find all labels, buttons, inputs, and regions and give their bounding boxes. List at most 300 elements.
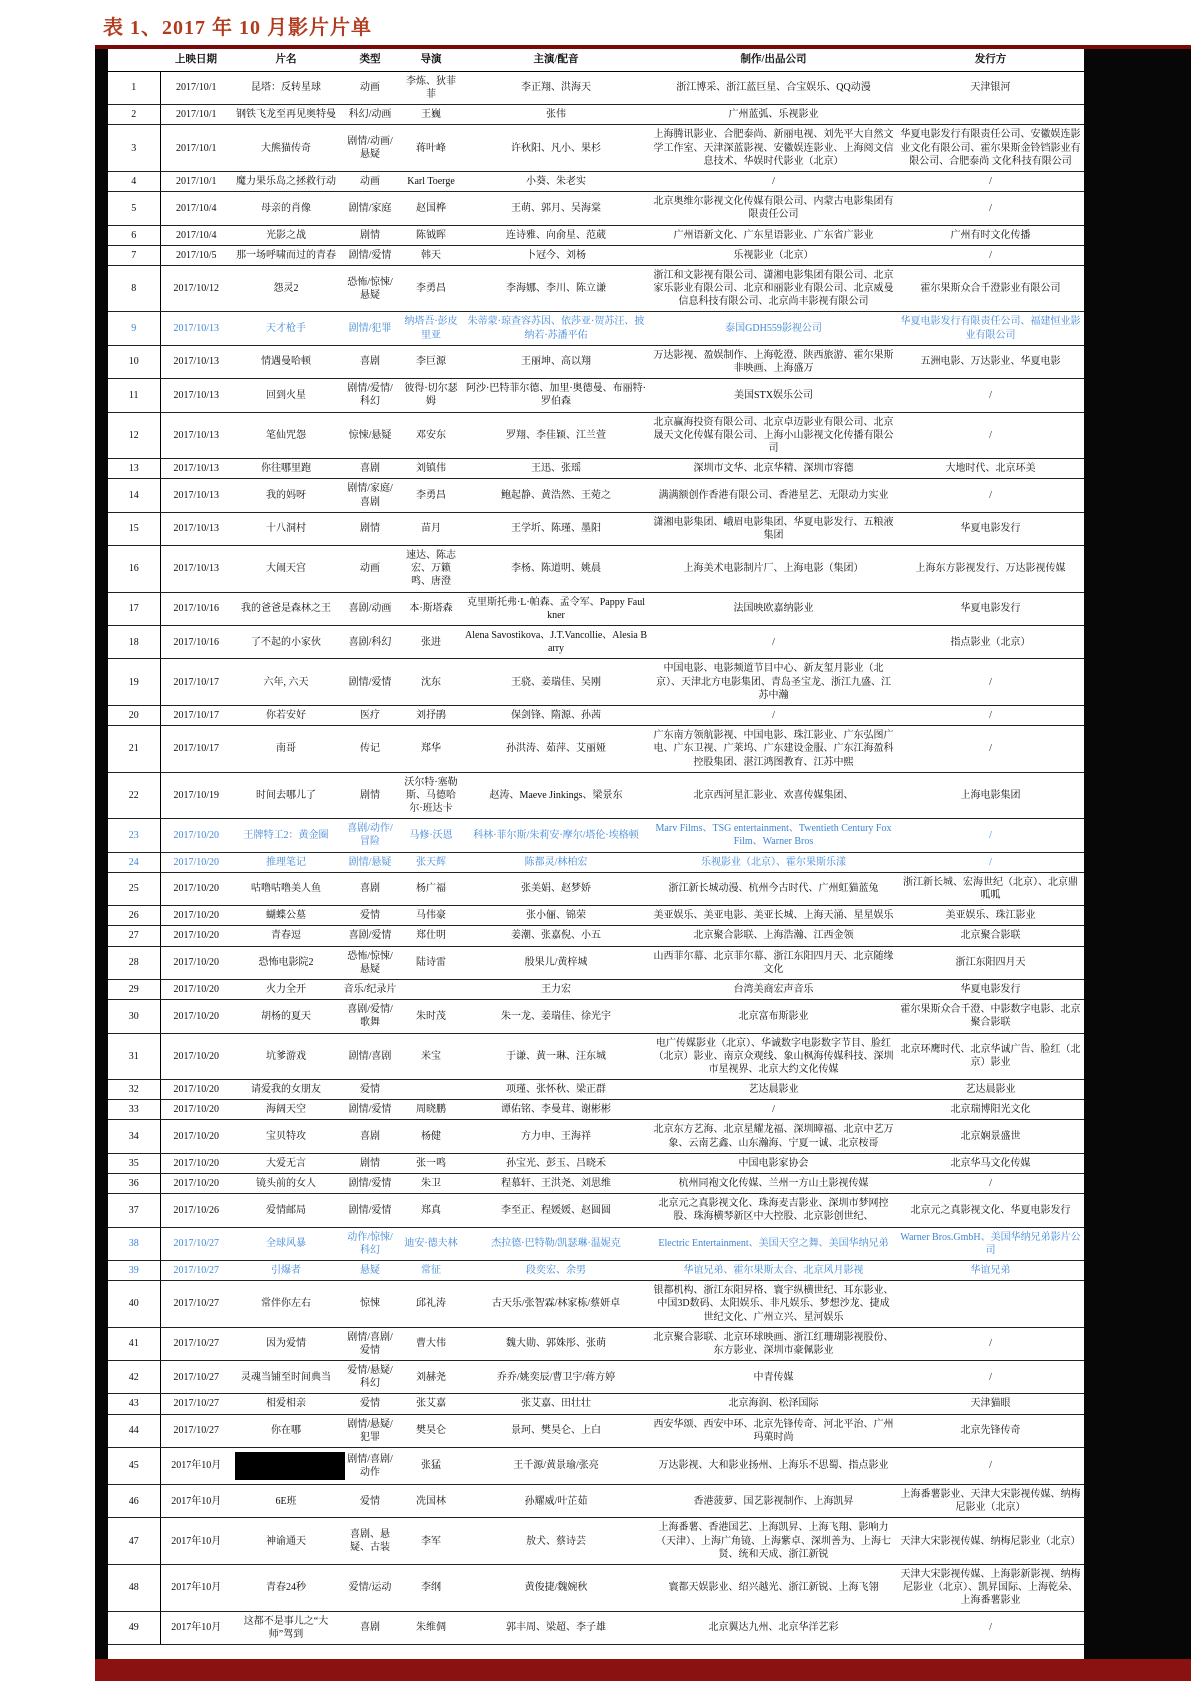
distributor: 霍尔果斯众合千澄影业有限公司	[897, 265, 1084, 312]
genre: 剧情/爱情	[340, 1194, 400, 1227]
table-row	[108, 225, 1084, 245]
film-title: 魔力果乐岛之拯救行动	[232, 171, 340, 191]
genre: 剧情/爱情	[340, 1100, 400, 1120]
release-date: 2017/10/20	[160, 1000, 232, 1033]
producer: 北京富布斯影业	[650, 1000, 897, 1033]
film-title: 神谕通天	[232, 1518, 340, 1565]
release-date: 2017/10/20	[160, 872, 232, 905]
cast: 小葵、朱老实	[462, 171, 650, 191]
release-date: 2017/10/16	[160, 592, 232, 625]
film-title: 十八洞村	[232, 512, 340, 545]
film-title: 相爱相亲	[232, 1394, 340, 1414]
producer: 满满额创作香港有限公司、香港星艺、无限动力实业	[650, 479, 897, 512]
release-date: 2017/10/13	[160, 312, 232, 345]
cast: 王丽坤、高以翔	[462, 345, 650, 378]
producer: 寰都天娱影业、绍兴越光、浙江新锐、上海飞翎	[650, 1564, 897, 1611]
release-date: 2017/10/27	[160, 1327, 232, 1360]
genre: 喜剧/科幻	[340, 626, 400, 659]
table-row	[108, 512, 1084, 545]
cast: 程慕轩、王洪尧、刘思维	[462, 1174, 650, 1194]
row-number: 7	[108, 245, 160, 265]
film-title: 我的妈呀	[232, 479, 340, 512]
producer: 北京奥维尔影视文化传媒有限公司、内蒙古电影集团有限责任公司	[650, 192, 897, 225]
genre: 剧情/喜剧/爱情	[340, 1327, 400, 1360]
release-date: 2017/10/4	[160, 192, 232, 225]
col-header-cast: 主演/配音	[462, 49, 650, 71]
genre: 爱情	[340, 1485, 400, 1518]
table-row	[108, 125, 1084, 172]
director: 李军	[400, 1518, 462, 1565]
producer: 浙江和文影视有限公司、潇湘电影集团有限公司、北京家乐影业有限公司、北京和丽影业有限公司、北京威曼信息科技有限公司、北京尚丰影视有限公司	[650, 265, 897, 312]
row-number: 45	[108, 1448, 160, 1485]
distributor	[897, 105, 1084, 125]
right-margin-fill	[1084, 49, 1191, 1659]
release-date: 2017/10/20	[160, 979, 232, 999]
table-row	[108, 819, 1084, 852]
genre: 喜剧/动画	[340, 592, 400, 625]
cast: 谭佑铭、李曼茸、谢彬彬	[462, 1100, 650, 1120]
genre: 剧情	[340, 772, 400, 819]
table-row	[108, 345, 1084, 378]
film-title: 王牌特工2：黄金圈	[232, 819, 340, 852]
film-title: 因为爱情	[232, 1327, 340, 1360]
producer: 北京东方艺海、北京星耀龙福、深圳暲福、北京中艺万象、云南艺鑫、山东瀚海、宁夏一诚、北京桉哥	[650, 1120, 897, 1153]
genre: 动画	[340, 71, 400, 104]
release-date: 2017/10/27	[160, 1281, 232, 1328]
release-date: 2017/10/20	[160, 1120, 232, 1153]
director: 郑真	[400, 1194, 462, 1227]
director: 李炼、狄菲菲	[400, 71, 462, 104]
director	[400, 979, 462, 999]
row-number: 1	[108, 71, 160, 104]
row-number: 17	[108, 592, 160, 625]
film-title: 大爱无言	[232, 1153, 340, 1173]
genre: 科幻/动画	[340, 105, 400, 125]
distributor: 艺达晨影业	[897, 1080, 1084, 1100]
distributor: /	[897, 1611, 1084, 1644]
cast: 魏大勋、郭姝彤、张萌	[462, 1327, 650, 1360]
release-date: 2017/10/27	[160, 1227, 232, 1260]
table-title: 表 1、2017 年 10 月影片片单	[103, 17, 372, 39]
row-number: 16	[108, 546, 160, 593]
cast: 方力申、王海祥	[462, 1120, 650, 1153]
row-number: 42	[108, 1361, 160, 1394]
cast: 段奕宏、余男	[462, 1260, 650, 1280]
director: 郑华	[400, 726, 462, 773]
table-row	[108, 906, 1084, 926]
genre: 爱情	[340, 1080, 400, 1100]
director: 王巍	[400, 105, 462, 125]
release-date: 2017/10/20	[160, 852, 232, 872]
table-row	[108, 71, 1084, 104]
genre: 喜剧	[340, 345, 400, 378]
film-title: 那一场呼啸而过的青春	[232, 245, 340, 265]
genre: 剧情/犯罪	[340, 312, 400, 345]
release-date: 2017年10月	[160, 1448, 232, 1485]
genre: 喜剧/爱情	[340, 926, 400, 946]
film-title: 回到火星	[232, 379, 340, 412]
table-row	[108, 546, 1084, 593]
genre: 喜剧	[340, 1611, 400, 1644]
director: 蒋叶峰	[400, 125, 462, 172]
row-number: 29	[108, 979, 160, 999]
cast: 王学圻、陈瑾、墨阳	[462, 512, 650, 545]
title-block	[0, 0, 1191, 45]
table-row	[108, 659, 1084, 706]
producer: 北京西河星汇影业、欢喜传媒集团、	[650, 772, 897, 819]
release-date: 2017/10/20	[160, 1033, 232, 1080]
producer: 艺达晨影业	[650, 1080, 897, 1100]
genre: 惊悚	[340, 1281, 400, 1328]
producer: 浙江博采、浙江蓝巨星、合宝娱乐、QQ动漫	[650, 71, 897, 104]
producer: /	[650, 705, 897, 725]
producer: 杭州同袍文化传媒、兰州一方山土影视传媒	[650, 1174, 897, 1194]
release-date: 2017/10/17	[160, 705, 232, 725]
col-header-producer: 制作/出品公司	[650, 49, 897, 71]
cast: 黄俊捷/魏婉秋	[462, 1564, 650, 1611]
table-row	[108, 592, 1084, 625]
producer: 上海腾讯影业、合肥泰尚、新丽电视、刘先平大自然文学工作室、天津深蓝影视、安徽娱连影业、上海阅文信息技术、华娱时代影业（北京）	[650, 125, 897, 172]
table-row	[108, 479, 1084, 512]
cast: 罗翔、李佳颖、江兰萱	[462, 412, 650, 459]
director: 周晓鹏	[400, 1100, 462, 1120]
cast: 李杨、陈道明、姚晨	[462, 546, 650, 593]
table-row	[108, 705, 1084, 725]
producer: 西安华颂、西安中环、北京先锋传奇、河北平治、广州玛菓时尚	[650, 1414, 897, 1447]
row-number: 48	[108, 1564, 160, 1611]
row-number: 23	[108, 819, 160, 852]
row-number: 37	[108, 1194, 160, 1227]
producer: 电广传媒影业（北京）、华诚数字电影数字节目、脸红（北京）影业、南京众观线、象山枫海传媒科技、深圳市星视界、北京大约文化传媒	[650, 1033, 897, 1080]
director: 常征	[400, 1260, 462, 1280]
director: 迪安·德夫林	[400, 1227, 462, 1260]
film-title: 请爱我的女朋友	[232, 1080, 340, 1100]
distributor: 五洲电影、万达影业、华夏电影	[897, 345, 1084, 378]
director: 朱卫	[400, 1174, 462, 1194]
row-number: 6	[108, 225, 160, 245]
table-row	[108, 1518, 1084, 1565]
distributor: 上海番薯影业、天津大宋影视传媒、纳梅尼影业（北京）	[897, 1485, 1084, 1518]
row-number: 41	[108, 1327, 160, 1360]
row-number: 26	[108, 906, 160, 926]
table-row	[108, 726, 1084, 773]
director: 苗月	[400, 512, 462, 545]
col-header-director: 导演	[400, 49, 462, 71]
table-row	[108, 412, 1084, 459]
cast: 孙洪涛、茹萍、艾丽娅	[462, 726, 650, 773]
footer-bar	[95, 1659, 1191, 1681]
producer: 广州语新文化、广东星语影业、广东省广影业	[650, 225, 897, 245]
release-date: 2017/10/27	[160, 1260, 232, 1280]
film-title: 青春逗	[232, 926, 340, 946]
distributor: /	[897, 819, 1084, 852]
producer: 乐视影业（北京）	[650, 245, 897, 265]
row-number: 34	[108, 1120, 160, 1153]
table-row	[108, 979, 1084, 999]
row-number: 38	[108, 1227, 160, 1260]
row-number: 14	[108, 479, 160, 512]
cast: 保剑锋、隋源、孙茜	[462, 705, 650, 725]
release-date: 2017/10/20	[160, 906, 232, 926]
film-title: 情遇曼哈顿	[232, 345, 340, 378]
table-row	[108, 1260, 1084, 1280]
cast: 阿沙·巴特菲尔德、加里·奥德曼、布丽特·罗伯森	[462, 379, 650, 412]
director: 彼得·切尔瑟姆	[400, 379, 462, 412]
director: 朱时茂	[400, 1000, 462, 1033]
row-number: 44	[108, 1414, 160, 1447]
distributor: /	[897, 192, 1084, 225]
director: 沈东	[400, 659, 462, 706]
genre: 惊悚/悬疑	[340, 412, 400, 459]
row-number: 12	[108, 412, 160, 459]
release-date: 2017年10月	[160, 1518, 232, 1565]
director: 马修·沃恩	[400, 819, 462, 852]
genre: 剧情	[340, 1153, 400, 1173]
cast: 王迅、张瑶	[462, 459, 650, 479]
row-number: 13	[108, 459, 160, 479]
film-title: 怨灵2	[232, 265, 340, 312]
film-title: 这都不是事儿之“大师”驾到	[232, 1611, 340, 1644]
genre: 剧情/喜剧/动作	[340, 1448, 400, 1485]
table-row	[108, 1120, 1084, 1153]
film-title: 胡杨的夏天	[232, 1000, 340, 1033]
table-row	[108, 105, 1084, 125]
director: 赵国桦	[400, 192, 462, 225]
producer: 北京海润、松泽国际	[650, 1394, 897, 1414]
director: 韩天	[400, 245, 462, 265]
director: 杨健	[400, 1120, 462, 1153]
cast: 朱蒂蒙·琼查容苏因、依莎亚·贺苏汪、披纳若·苏潘平佑	[462, 312, 650, 345]
film-title: 咕噜咕噜美人鱼	[232, 872, 340, 905]
table-row	[108, 926, 1084, 946]
distributor: /	[897, 1327, 1084, 1360]
cast: 殷果儿/黄梓城	[462, 946, 650, 979]
distributor: 华夏电影发行	[897, 592, 1084, 625]
table-row	[108, 872, 1084, 905]
cast: 李海娜、李川、陈立谦	[462, 265, 650, 312]
film-title	[232, 1448, 340, 1485]
producer: Electric Entertainment、美国天空之舞、美国华纳兄弟	[650, 1227, 897, 1260]
genre: 恐怖/惊悚/悬疑	[340, 946, 400, 979]
row-number: 10	[108, 345, 160, 378]
col-header-film-title: 片名	[232, 49, 340, 71]
table-row	[108, 312, 1084, 345]
director: 米宝	[400, 1033, 462, 1080]
producer: Marv Films、TSG entertainment、Twentieth Century Fox Film、Warner Bros	[650, 819, 897, 852]
producer: 上海番薯、香港国艺、上海凯昇、上海飞翔、影响力（天津）、上海广角镜、上海紫卓、深圳善为、上海七贤、统和天成、浙江新锐	[650, 1518, 897, 1565]
cast: 姜潮、张嘉倪、小五	[462, 926, 650, 946]
release-date: 2017年10月	[160, 1485, 232, 1518]
distributor: /	[897, 1174, 1084, 1194]
table-row	[108, 1394, 1084, 1414]
genre: 爱情	[340, 906, 400, 926]
row-number: 20	[108, 705, 160, 725]
genre: 剧情	[340, 512, 400, 545]
table-row	[108, 459, 1084, 479]
row-number: 4	[108, 171, 160, 191]
genre: 动画	[340, 171, 400, 191]
row-number: 49	[108, 1611, 160, 1644]
producer: 潇湘电影集团、峨眉电影集团、华夏电影发行、五粮液集团	[650, 512, 897, 545]
genre: 喜剧	[340, 1120, 400, 1153]
row-number: 46	[108, 1485, 160, 1518]
distributor: 霍尔果斯众合千澄、中影数字电影、北京聚合影联	[897, 1000, 1084, 1033]
release-date: 2017/10/12	[160, 265, 232, 312]
row-number: 47	[108, 1518, 160, 1565]
cast: 杰拉德·巴特勒/凯瑟琳·温妮克	[462, 1227, 650, 1260]
distributor: /	[897, 726, 1084, 773]
distributor: /	[897, 1448, 1084, 1485]
table-row	[108, 1194, 1084, 1227]
film-title: 引爆者	[232, 1260, 340, 1280]
film-title: 昆塔：反转星球	[232, 71, 340, 104]
producer: 美亚娱乐、美亚电影、美亚长城、上海天涌、星星娱乐	[650, 906, 897, 926]
producer: 北京赢海投资有限公司、北京卓迈影业有限公司、北京晟天文化传媒有限公司、上海小山影视文化传播有限公司	[650, 412, 897, 459]
release-date: 2017/10/20	[160, 946, 232, 979]
cast: 张艾嘉、田壮壮	[462, 1394, 650, 1414]
table-row	[108, 852, 1084, 872]
col-header-index	[108, 49, 160, 71]
director: 郑仕明	[400, 926, 462, 946]
table-row	[108, 772, 1084, 819]
director: 李巨源	[400, 345, 462, 378]
row-number: 15	[108, 512, 160, 545]
col-header-distributor: 发行方	[897, 49, 1084, 71]
release-date: 2017/10/1	[160, 125, 232, 172]
row-number: 21	[108, 726, 160, 773]
table-row	[108, 946, 1084, 979]
director: 陆诗雷	[400, 946, 462, 979]
film-title: 火力全开	[232, 979, 340, 999]
cast: 孙宝光、彭玉、吕晓禾	[462, 1153, 650, 1173]
film-title: 天才枪手	[232, 312, 340, 345]
cast: 古天乐/张智霖/林家栋/蔡妍卓	[462, 1281, 650, 1328]
film-title: 蝴蝶公墓	[232, 906, 340, 926]
producer: 银都机构、浙江东阳昇格、寰宇纵横世纪、耳东影业、中国3D数码、太阳娱乐、非凡娱乐、梦想沙龙、捷成世纪文化、广州立兴、星河娱乐	[650, 1281, 897, 1328]
producer: 万达影视、大和影业扬州、上海乐不思蜀、指点影业	[650, 1448, 897, 1485]
row-number: 28	[108, 946, 160, 979]
distributor: /	[897, 705, 1084, 725]
film-title: 全球风暴	[232, 1227, 340, 1260]
genre: 剧情/爱情	[340, 659, 400, 706]
release-date: 2017/10/13	[160, 412, 232, 459]
release-date: 2017/10/17	[160, 659, 232, 706]
release-date: 2017/10/27	[160, 1414, 232, 1447]
distributor: 上海东方影视发行、万达影视传媒	[897, 546, 1084, 593]
row-number: 8	[108, 265, 160, 312]
table-row	[108, 626, 1084, 659]
release-date: 2017/10/20	[160, 1153, 232, 1173]
director: 张猛	[400, 1448, 462, 1485]
release-date: 2017/10/5	[160, 245, 232, 265]
table-row	[108, 1485, 1084, 1518]
producer: 法国映欧嘉纳影业	[650, 592, 897, 625]
genre: 爱情/运动	[340, 1564, 400, 1611]
genre: 喜剧	[340, 872, 400, 905]
distributor: 天津大宋影视传媒、上海影新影视、纳梅尼影业（北京）、凯昇国际、上海乾朵、上海番薯影业	[897, 1564, 1084, 1611]
director: 速达、陈志宏、万籁鸣、唐澄	[400, 546, 462, 593]
director: 刘镇伟	[400, 459, 462, 479]
producer: 山西菲尔幕、北京菲尔幕、浙江东阳四月天、北京随缘文化	[650, 946, 897, 979]
release-date: 2017/10/20	[160, 926, 232, 946]
cast: 朱一龙、姜瑞佳、徐光宇	[462, 1000, 650, 1033]
producer: 广州蓝弧、乐视影业	[650, 105, 897, 125]
director: 李勇昌	[400, 479, 462, 512]
table-row	[108, 1080, 1084, 1100]
genre: 剧情/爱情	[340, 1174, 400, 1194]
film-list-table	[108, 49, 1084, 1645]
distributor: 上海电影集团	[897, 772, 1084, 819]
distributor: /	[897, 659, 1084, 706]
distributor: 天津大宋影视传媒、纳梅尼影业（北京）	[897, 1518, 1084, 1565]
film-title: 海阔天空	[232, 1100, 340, 1120]
table-row	[108, 265, 1084, 312]
film-title: 了不起的小家伙	[232, 626, 340, 659]
row-number: 31	[108, 1033, 160, 1080]
producer: 美国STX娱乐公司	[650, 379, 897, 412]
director: 纳塔吾·彭皮里亚	[400, 312, 462, 345]
release-date: 2017年10月	[160, 1564, 232, 1611]
genre: 剧情/悬疑	[340, 852, 400, 872]
director: 李勇昌	[400, 265, 462, 312]
table-row	[108, 1100, 1084, 1120]
director: Karl Toerge	[400, 171, 462, 191]
genre: 悬疑	[340, 1260, 400, 1280]
row-number: 2	[108, 105, 160, 125]
row-number: 35	[108, 1153, 160, 1173]
distributor: 北京瑞博阳光文化	[897, 1100, 1084, 1120]
cast: 李至正、程媛媛、赵圆圆	[462, 1194, 650, 1227]
cast: 王力宏	[462, 979, 650, 999]
film-title: 灵魂当铺至时间典当	[232, 1361, 340, 1394]
film-title: 钢铁飞龙至再见奥特曼	[232, 105, 340, 125]
producer: 乐视影业（北京）、霍尔果斯乐漾	[650, 852, 897, 872]
producer: /	[650, 1100, 897, 1120]
genre: 动作/惊悚/科幻	[340, 1227, 400, 1260]
cast: 张美娟、赵梦娇	[462, 872, 650, 905]
director: 冼国林	[400, 1485, 462, 1518]
table-row	[108, 1414, 1084, 1447]
table-wrap	[108, 49, 1084, 1659]
release-date: 2017/10/20	[160, 819, 232, 852]
cast: 科林·菲尔斯/朱莉安·摩尔/塔伦·埃格顿	[462, 819, 650, 852]
director: 李纲	[400, 1564, 462, 1611]
cast: 鲍起静、黄浩然、王菀之	[462, 479, 650, 512]
distributor: 指点影业（北京）	[897, 626, 1084, 659]
film-title: 爱情邮局	[232, 1194, 340, 1227]
director: 曹大伟	[400, 1327, 462, 1360]
genre: 喜剧/爱情/歌舞	[340, 1000, 400, 1033]
release-date: 2017/10/27	[160, 1361, 232, 1394]
genre: 剧情/家庭	[340, 192, 400, 225]
left-border-bar	[95, 49, 108, 1659]
director: 本·斯塔森	[400, 592, 462, 625]
cast: 王千源/黄景瑜/张亮	[462, 1448, 650, 1485]
release-date: 2017/10/17	[160, 726, 232, 773]
release-date: 2017/10/13	[160, 546, 232, 593]
distributor: /	[897, 412, 1084, 459]
release-date: 2017/10/26	[160, 1194, 232, 1227]
cast: 陈都灵/林柏宏	[462, 852, 650, 872]
table-row	[108, 1153, 1084, 1173]
genre: 爱情/悬疑/科幻	[340, 1361, 400, 1394]
director: 马伟豪	[400, 906, 462, 926]
producer: 中青传媒	[650, 1361, 897, 1394]
producer: /	[650, 171, 897, 191]
cast: 郭丰周、梁超、李子雄	[462, 1611, 650, 1644]
genre: 剧情/喜剧	[340, 1033, 400, 1080]
film-title: 你往哪里跑	[232, 459, 340, 479]
